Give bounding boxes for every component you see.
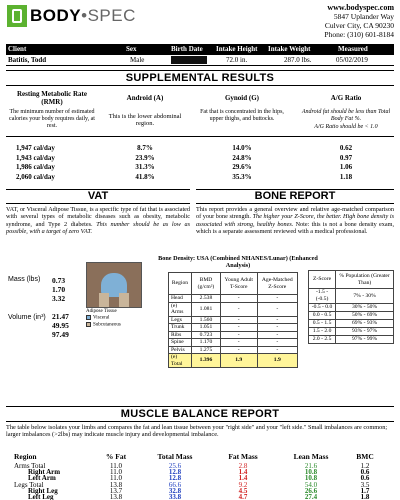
bone-density-table xyxy=(168,272,298,368)
vat-mass-value: 1.70 xyxy=(52,285,66,294)
bone-region: Pelvis xyxy=(169,346,192,354)
bone-row xyxy=(169,295,298,303)
muscle-balance-description: The table below isolates your limbs and compares the fat and lean tissue between your "right side" and your "left side." Small imbalances are common; larger imbalances (>2lbs) may indicate muscle injury and developmental imbalance. xyxy=(6,424,388,439)
muscle-bmc: 1.8 xyxy=(360,493,370,500)
z-col-score: Z-Score xyxy=(309,271,336,289)
muscle-bmc: 1.7 xyxy=(360,486,370,495)
rmr-value: 1,986 cal/day xyxy=(16,163,55,171)
gynoid-value: 29.6% xyxy=(232,163,252,171)
zscore-row xyxy=(309,320,394,328)
muscle-fatm: 1.4 xyxy=(238,468,248,477)
bone-tscore: - xyxy=(220,331,257,339)
bone-region: Trunk xyxy=(169,324,192,332)
header-measured: Measured xyxy=(338,45,368,53)
zscore-row xyxy=(309,289,394,304)
bone-row xyxy=(169,316,298,324)
muscle-region: Left Leg xyxy=(28,493,54,500)
ag-ratio-value: 0.62 xyxy=(339,144,353,152)
bone-region: Legs xyxy=(169,316,192,324)
client-sex: Male xyxy=(130,56,145,64)
muscle-fatm: 4.5 xyxy=(238,486,248,495)
bone-density-title: Bone Density: USA (Combined NHANES/Lunar) (Enhanced Analysis) xyxy=(158,255,318,270)
rmr-description: The minimum number of estimated calories your body requires daily, at rest. xyxy=(9,109,95,129)
muscle-total: 66.6 xyxy=(168,480,182,489)
vat-volume-value: 21.47 xyxy=(52,312,69,321)
muscle-bmc: 3.5 xyxy=(360,480,370,489)
ag-ratio-value: 1.18 xyxy=(339,172,353,181)
gynoid-heading: Gynoid (G) xyxy=(224,94,260,102)
rmr-heading: Resting Metabolic Rate (RMR) xyxy=(17,90,87,106)
vat-title: VAT xyxy=(6,189,190,204)
bone-col-region: Region xyxy=(169,273,192,295)
zscore-range: 0.5 - 1.5 xyxy=(309,320,336,328)
bone-tscore: 1.9 xyxy=(220,354,257,368)
vat-text: VAT, or Visceral Adipose Tissue, is a specific type of fat that is associated with several types of metabolic diseases such as obesity, metabolic syndrome, and Type 2 diabetes. xyxy=(6,206,190,228)
muscle-region: Right Arm xyxy=(28,468,61,477)
brand-dot: • xyxy=(81,6,88,25)
vat-volume-value: 97.49 xyxy=(52,330,69,339)
muscle-lean: 10.8 xyxy=(304,474,318,483)
bone-region: Head xyxy=(169,295,192,303)
bone-tscore: - xyxy=(220,324,257,332)
muscle-fat: 11.0 xyxy=(110,474,122,483)
muscle-bmc: 1.2 xyxy=(360,462,370,470)
gynoid-value: 35.3% xyxy=(232,172,252,181)
zscore-range: 2.0 - 2.5 xyxy=(309,336,336,344)
rmr-value: 2,060 cal/day xyxy=(16,172,55,181)
bone-region: (e) Arms xyxy=(169,302,192,316)
bone-region: Ribs xyxy=(169,331,192,339)
bone-region: Spine xyxy=(169,339,192,347)
bone-report-title: BONE REPORT xyxy=(196,189,394,204)
bone-zscore: - xyxy=(257,316,297,324)
logo-icon xyxy=(12,9,22,23)
bone-tscore: - xyxy=(220,295,257,303)
company-address xyxy=(324,3,394,39)
legend-subcutaneous xyxy=(86,322,121,329)
client-name: Batitis, Todd xyxy=(8,56,47,64)
legend-subcutaneous-label: Subcutaneous xyxy=(93,322,121,328)
muscle-fat: 13.8 xyxy=(109,480,123,489)
bone-col-bmd: BMD (g/cm²) xyxy=(192,273,221,295)
figure-left-leg xyxy=(99,293,109,308)
bone-zscore: - xyxy=(257,331,297,339)
bone-row xyxy=(169,346,298,354)
bone-tscore: - xyxy=(220,339,257,347)
supplemental-divider xyxy=(6,136,394,137)
bone-zscore: - xyxy=(257,295,297,303)
muscle-col-header: Region xyxy=(14,452,37,461)
ag-ratio-value: 0.97 xyxy=(339,153,353,162)
bone-bmd: 1.170 xyxy=(192,339,221,347)
bone-tscore: - xyxy=(220,346,257,354)
header-birth-date: Birth Date xyxy=(171,45,203,53)
bone-bmd: 1.081 xyxy=(192,302,221,316)
android-heading: Android (A) xyxy=(126,94,164,102)
muscle-lean: 54.0 xyxy=(304,480,318,489)
figure-right-leg xyxy=(119,293,129,308)
bone-zscore: - xyxy=(257,324,297,332)
gynoid-value: 24.8% xyxy=(232,153,252,162)
muscle-col-header: % Fat xyxy=(105,452,127,461)
vat-target-note: This number should be as low as possible, with a target of zero VAT. xyxy=(6,220,190,236)
ag-ratio-target: A/G Ratio should be < 1.0 xyxy=(314,124,378,130)
zscore-row xyxy=(309,328,394,336)
vat-body-figure xyxy=(86,262,142,308)
population-range: 50% - 69% xyxy=(336,312,394,320)
muscle-fat: 13.7 xyxy=(109,486,123,495)
bone-col-tscore: Young Adult T-Score xyxy=(220,273,257,295)
bone-zscore: 1.9 xyxy=(257,354,297,368)
address-phone: Phone: (310) 601-8184 xyxy=(324,30,394,39)
muscle-lean: 10.8 xyxy=(304,468,318,477)
brand-logo-mark xyxy=(7,5,27,27)
muscle-fatm: 1.4 xyxy=(238,474,248,483)
zscore-range: -0.5 - 0.0 xyxy=(309,304,336,312)
client-measured-date: 05/02/2019 xyxy=(336,56,368,64)
bone-text: This report provides a general overview and relative age-matched comparison of your bone strength. xyxy=(196,206,394,221)
client-header-bar xyxy=(6,44,394,55)
header-sex: Sex xyxy=(126,45,137,53)
zscore-row xyxy=(309,312,394,320)
vat-mass-values xyxy=(52,276,65,303)
bone-bmd: 0.723 xyxy=(192,331,221,339)
muscle-bmc: 0.6 xyxy=(360,468,370,477)
bone-zscore: - xyxy=(257,339,297,347)
android-description: This is the lower abdominal region. xyxy=(108,113,182,127)
zscore-table xyxy=(308,270,394,344)
header-client: Client xyxy=(8,45,27,53)
vat-figure-legend xyxy=(86,309,121,328)
bone-bmd: 2.538 xyxy=(192,295,221,303)
zscore-rows xyxy=(309,289,394,344)
legend-visceral-label: Visceral xyxy=(93,315,110,321)
population-range: 7% - 30% xyxy=(336,289,394,304)
android-value: 31.3% xyxy=(135,163,155,171)
bone-bmd: 1.051 xyxy=(192,324,221,332)
client-weight: 287.0 lbs. xyxy=(284,56,312,64)
muscle-col-header: Fat Mass xyxy=(228,452,258,461)
muscle-total: 12.8 xyxy=(168,474,182,483)
bone-disclaimer: Note: this is not a bone density exam, which is a separate assessment reviewed with a medical professional. xyxy=(196,220,394,236)
muscle-region: Arms Total xyxy=(14,462,46,470)
muscle-fatm: 9.2 xyxy=(238,480,248,489)
bone-zscore: - xyxy=(257,346,297,354)
muscle-fat: 11.0 xyxy=(110,462,122,470)
bone-zscore-note: The higher your Z-Score, the better. High bone density is associated with strong, healthy bones. xyxy=(196,213,395,228)
android-value: 41.8% xyxy=(135,172,155,181)
muscle-region: Legs Total xyxy=(14,480,44,489)
muscle-bmc: 0.6 xyxy=(360,474,370,483)
bone-tscore: - xyxy=(220,316,257,324)
muscle-region: Right Leg xyxy=(28,486,58,495)
bone-zscore: - xyxy=(257,302,297,316)
address-street: 5847 Uplander Way xyxy=(333,12,394,21)
zscore-row xyxy=(309,336,394,344)
subcutaneous-swatch-icon xyxy=(86,322,91,327)
population-range: 93% - 97% xyxy=(336,328,394,336)
client-height: 72.0 in. xyxy=(226,56,248,64)
gynoid-value: 14.0% xyxy=(232,144,252,152)
zscore-row xyxy=(309,304,394,312)
bone-region: (e) Total xyxy=(169,354,192,368)
bone-tscore: - xyxy=(220,302,257,316)
muscle-col-header: Lean Mass xyxy=(293,452,329,461)
ag-ratio-heading: A/G Ratio xyxy=(330,94,362,102)
muscle-lean: 27.4 xyxy=(304,493,318,500)
header-height: Intake Height xyxy=(216,45,258,53)
visceral-swatch-icon xyxy=(86,315,91,320)
birth-date-redacted xyxy=(171,56,207,64)
muscle-total: 12.8 xyxy=(168,468,182,477)
vat-mass-label: Mass (lbs) xyxy=(8,276,41,283)
zscore-range: 1.5 - 2.0 xyxy=(309,328,336,336)
bone-row xyxy=(169,302,298,316)
bone-row xyxy=(169,354,298,368)
muscle-balance-title: MUSCLE BALANCE REPORT xyxy=(6,406,394,422)
legend-title: Adipose Tissue xyxy=(86,309,117,314)
brand-logo-text xyxy=(30,6,136,26)
bone-row xyxy=(169,339,298,347)
android-value: 23.9% xyxy=(135,153,155,162)
zscore-range: -1.5 - (-0.5) xyxy=(309,289,336,304)
muscle-lean: 26.6 xyxy=(304,486,318,495)
bone-bmd: 1.275 xyxy=(192,346,221,354)
bone-bmd: 1.396 xyxy=(192,354,221,368)
vat-volume-value: 49.95 xyxy=(52,321,69,330)
muscle-total: 25.6 xyxy=(168,462,182,470)
legend-visceral xyxy=(86,315,121,322)
address-city: Culver City, CA 90230 xyxy=(324,21,394,30)
vat-description xyxy=(6,206,190,236)
muscle-region: Left Arm xyxy=(28,474,56,483)
bone-col-zscore: Age-Matched Z-Score xyxy=(257,273,297,295)
population-range: 30% - 50% xyxy=(336,304,394,312)
muscle-lean: 21.6 xyxy=(304,462,318,470)
android-value: 8.7% xyxy=(137,144,153,152)
bone-row xyxy=(169,324,298,332)
vat-mass-value: 3.32 xyxy=(52,294,66,303)
gynoid-description: Fat that is concentrated in the hips, upper thighs, and buttocks. xyxy=(200,109,284,122)
ag-ratio-value: 1.06 xyxy=(339,163,353,171)
muscle-fatm: 2.8 xyxy=(238,462,248,470)
rmr-value: 1,947 cal/day xyxy=(16,144,55,152)
muscle-total: 33.8 xyxy=(168,493,182,500)
population-range: 97% - 99% xyxy=(336,336,394,344)
ag-ratio-description: Android fat should be less than Total Body Fat %. xyxy=(301,109,391,122)
muscle-fat: 11.0 xyxy=(110,468,122,477)
vat-mass-value: 0.73 xyxy=(52,276,66,285)
bone-description xyxy=(196,206,394,236)
brand-name-bold: BODY xyxy=(30,6,82,25)
zscore-range: 0.0 - 0.5 xyxy=(309,312,336,320)
client-info-row xyxy=(6,55,394,66)
website-link[interactable]: www.bodyspec.com xyxy=(327,3,394,12)
vat-volume-values xyxy=(52,312,69,339)
muscle-col-header: BMC xyxy=(356,452,374,461)
header-weight: Intake Weight xyxy=(268,45,311,53)
brand-name-light: SPEC xyxy=(87,6,136,25)
muscle-total: 32.8 xyxy=(168,486,182,495)
rmr-value: 1,943 cal/day xyxy=(16,153,55,162)
muscle-col-header: Total Mass xyxy=(157,452,193,461)
bone-density-rows xyxy=(169,295,298,368)
population-range: 69% - 93% xyxy=(336,320,394,328)
vat-volume-label: Volume (in³) xyxy=(8,314,46,321)
z-col-population: % Population (Greater Than) xyxy=(336,271,394,289)
supplemental-results-title: SUPPLEMENTAL RESULTS xyxy=(6,70,394,86)
bone-row xyxy=(169,331,298,339)
muscle-fat: 13.8 xyxy=(109,493,123,500)
bone-bmd: 1.560 xyxy=(192,316,221,324)
muscle-fatm: 4.7 xyxy=(238,493,248,500)
